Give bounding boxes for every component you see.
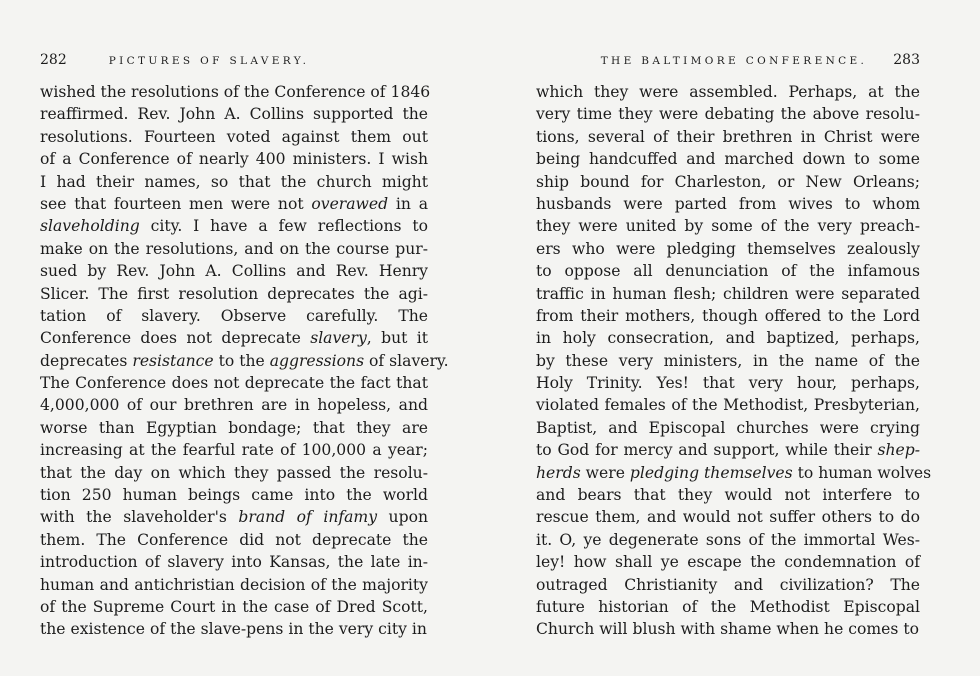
text-line: to God for mercy and support, while their shep-	[536, 441, 920, 460]
text-line: rescue them, and would not suffer others to do	[536, 508, 920, 527]
text-line: outraged Christianity and civilization? The	[536, 575, 920, 594]
text-line: resolutions. Fourteen voted against them out	[40, 127, 428, 146]
left-page-body	[40, 81, 449, 641]
text-line: the existence of the slave-pens in the very city in	[40, 620, 427, 639]
text-line: traffic in human flesh; children were separated	[536, 284, 920, 303]
right-page-body	[536, 81, 932, 641]
text-line: they were united by some of the very preach-	[536, 217, 920, 236]
text-line: which they were assembled. Perhaps, at the	[536, 83, 920, 101]
text-line: make on the resolutions, and on the course pur-	[40, 239, 428, 258]
text-line: slaveholding city. I have a few reflections to	[40, 217, 428, 236]
text-line: wished the resolutions of the Conference of 1846	[40, 83, 431, 101]
text-line: ship bound for Charleston, or New Orleans;	[536, 172, 920, 191]
text-line: it. O, ye degenerate sons of the immortal Wes-	[536, 530, 920, 549]
text-line: sued by Rev. John A. Collins and Rev. Henry	[40, 262, 428, 281]
text-line: tions, several of their brethren in Christ were	[536, 127, 920, 146]
text-line: by these very ministers, in the name of the	[536, 351, 920, 370]
text-line: ley! how shall ye escape the condemnation of	[536, 553, 920, 572]
text-line: worse than Egyptian bondage; that they are	[40, 418, 428, 437]
left-running-head: PICTURES OF SLAVERY.	[108, 55, 310, 67]
text-line: I had their names, so that the church might	[40, 172, 428, 191]
text-line: and bears that they would not interfere to	[536, 486, 920, 505]
text-line: husbands were parted from wives to whom	[536, 194, 920, 213]
text-line: very time they were debating the above resolu-	[536, 105, 920, 124]
text-line: of the Supreme Court in the case of Dred Scott,	[40, 597, 428, 616]
text-line: Holy Trinity. Yes! that very hour, perhaps,	[536, 374, 920, 393]
text-line: The Conference does not deprecate the fact that	[40, 374, 428, 393]
text-line: Baptist, and Episcopal churches were crying	[536, 418, 920, 437]
text-line: tion 250 human beings came into the world	[40, 486, 428, 505]
text-line: future historian of the Methodist Episcopal	[536, 597, 920, 616]
text-line: violated females of the Methodist, Presbyterian,	[536, 396, 920, 415]
text-line: ers who were pledging themselves zealously	[536, 239, 920, 258]
text-line: herds were pledging themselves to human wolves	[536, 463, 932, 482]
right-running-head: THE BALTIMORE CONFERENCE.	[600, 55, 868, 67]
left-page-number: 282	[40, 52, 67, 68]
text-line: them. The Conference did not deprecate the	[40, 530, 428, 549]
text-line: tation of slavery. Observe carefully. The	[40, 306, 428, 325]
text-line: introduction of slavery into Kansas, the late in-	[40, 553, 428, 572]
text-line: in holy consecration, and baptized, perhaps,	[536, 329, 920, 348]
text-line: Church will blush with shame when he comes to	[536, 620, 919, 639]
text-line: that the day on which they passed the resolu-	[40, 463, 428, 482]
text-line: human and antichristian decision of the majority	[40, 575, 428, 594]
text-line: reaffirmed. Rev. John A. Collins supported the	[40, 105, 428, 124]
text-line: from their mothers, though offered to the Lord	[536, 306, 920, 325]
right-page	[490, 0, 980, 676]
text-line: increasing at the fearful rate of 100,000 a year;	[40, 441, 428, 460]
text-line: being handcuffed and marched down to some	[536, 150, 920, 169]
text-line: with the slaveholder's brand of infamy upon	[40, 508, 429, 527]
text-line: 4,000,000 of our brethren are in hopeless, and	[40, 396, 428, 415]
text-line: to oppose all denunciation of the infamous	[536, 262, 920, 281]
text-line: Slicer. The first resolution deprecates the agi-	[40, 284, 428, 303]
text-line: see that fourteen men were not overawed in a	[40, 194, 428, 213]
text-line: Conference does not deprecate slavery, but it	[40, 329, 428, 348]
text-line: deprecates resistance to the aggressions of slavery.	[40, 351, 449, 370]
right-page-header	[576, 52, 920, 68]
left-page-header	[40, 52, 428, 68]
text-line: of a Conference of nearly 400 ministers. I wish	[40, 150, 428, 169]
right-page-number: 283	[893, 52, 920, 68]
